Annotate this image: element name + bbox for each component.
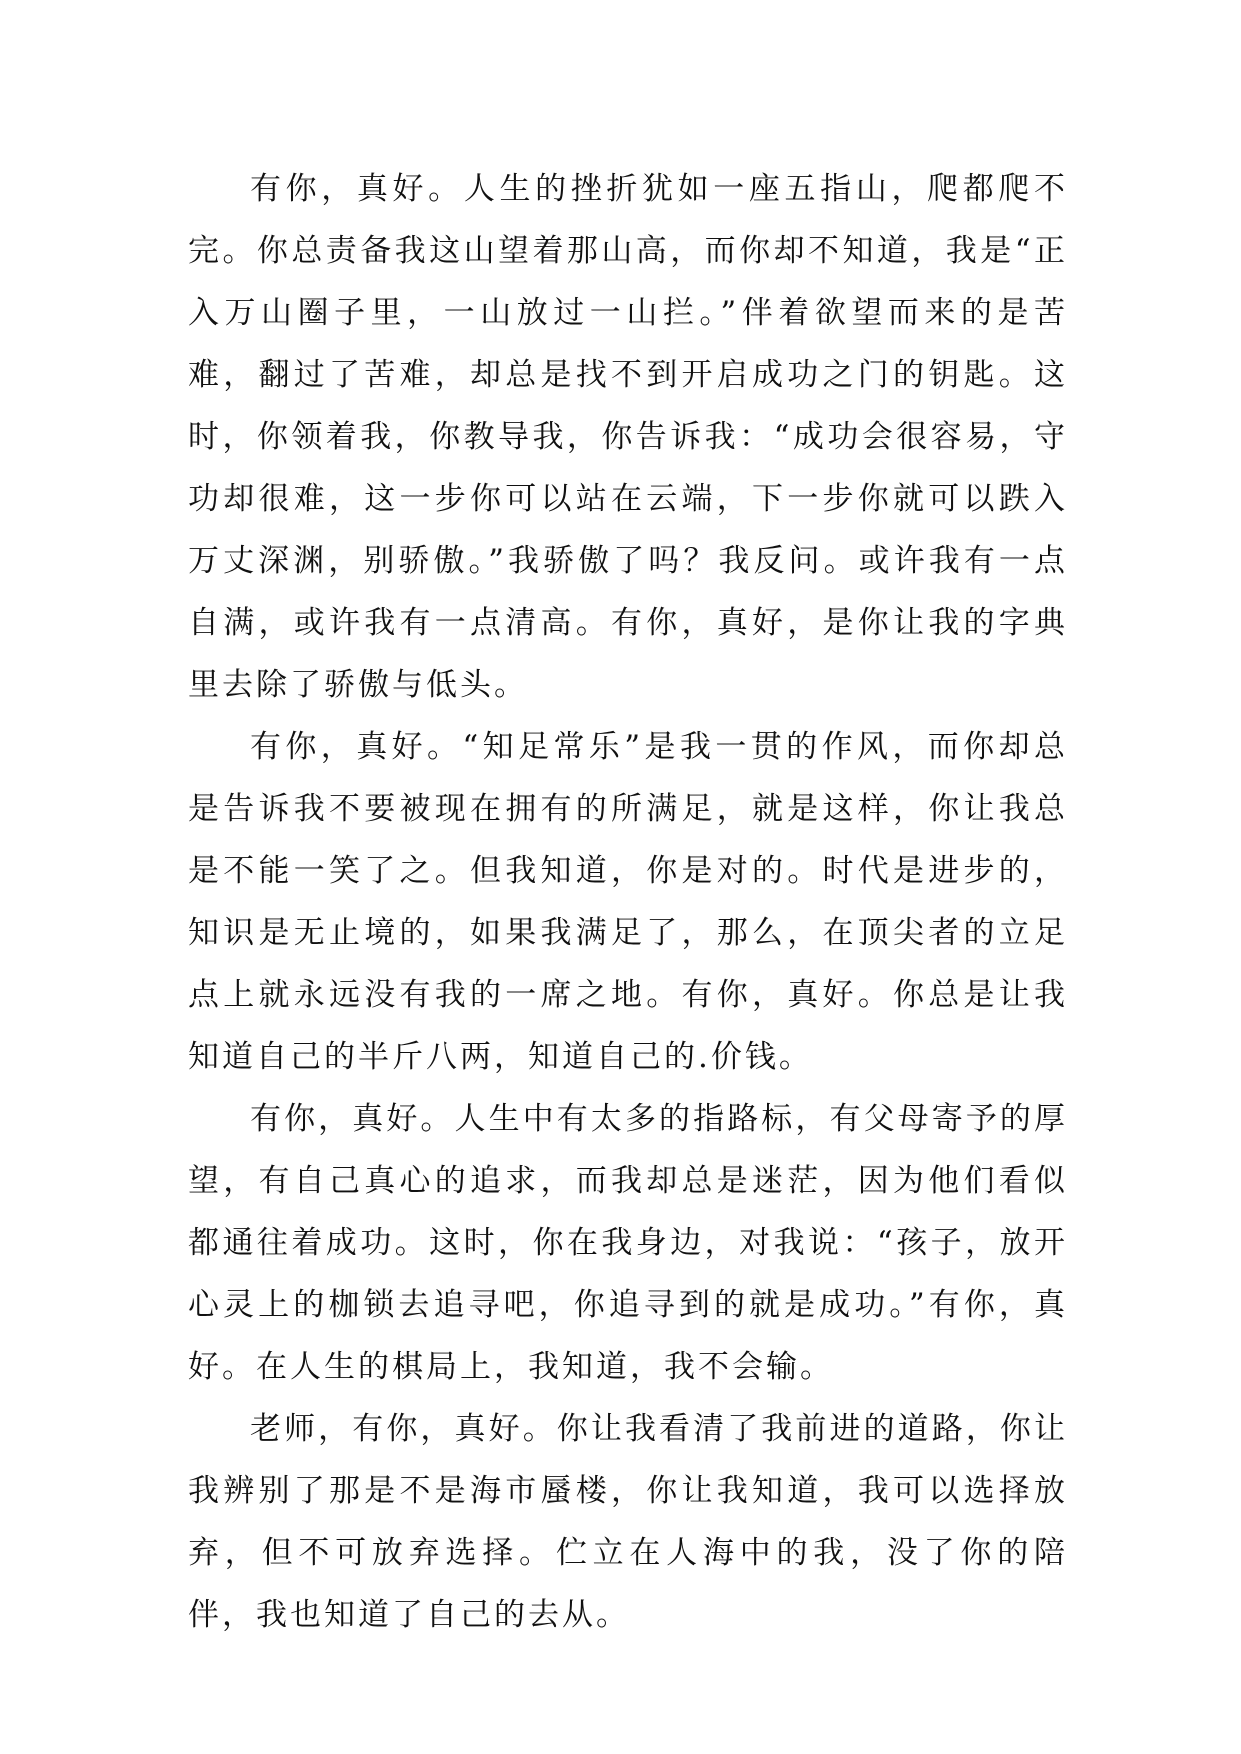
paragraph-1: 有你，真好。人生的挫折犹如一座五指山，爬都爬不完。你总责备我这山望着那山高，而你却不知道，我是“正入万山圈子里，一山放过一山拦。”伴着欲望而来的是苦难，翻过了苦难，却总是找不到开启成功之门的钥匙。这时，你领着我，你教导我，你告诉我：“成功会很容易，守功却很难，这一步你可以站在云端，下一步你就可以跌入万丈深渊，别骄傲。”我骄傲了吗？我反问。或许我有一点自满，或许我有一点清高。有你，真好，是你让我的字典里去除了骄傲与低头。 [188, 171, 1068, 703]
paragraph-4: 老师，有你，真好。你让我看清了我前进的道路，你让我辨别了那是不是海市蜃楼，你让我知道，我可以选择放弃，但不可放弃选择。伫立在人海中的我，没了你的陪伴，我也知道了自己的去从。 [188, 1411, 1068, 1633]
paragraph-2: 有你，真好。“知足常乐”是我一贯的作风，而你却总是告诉我不要被现在拥有的所满足，就是这样，你让我总是不能一笑了之。但我知道，你是对的。时代是进步的，知识是无止境的，如果我满足了，那么，在顶尖者的立足点上就永远没有我的一席之地。有你，真好。你总是让我知道自己的半斤八两，知道自己的.价钱。 [188, 729, 1068, 1075]
essay-body [188, 158, 1068, 1646]
paragraph-3: 有你，真好。人生中有太多的指路标，有父母寄予的厚望，有自己真心的追求，而我却总是迷茫，因为他们看似都通往着成功。这时，你在我身边，对我说：“孩子，放开心灵上的枷锁去追寻吧，你追寻到的就是成功。”有你，真好。在人生的棋局上，我知道，我不会输。 [188, 1101, 1068, 1385]
